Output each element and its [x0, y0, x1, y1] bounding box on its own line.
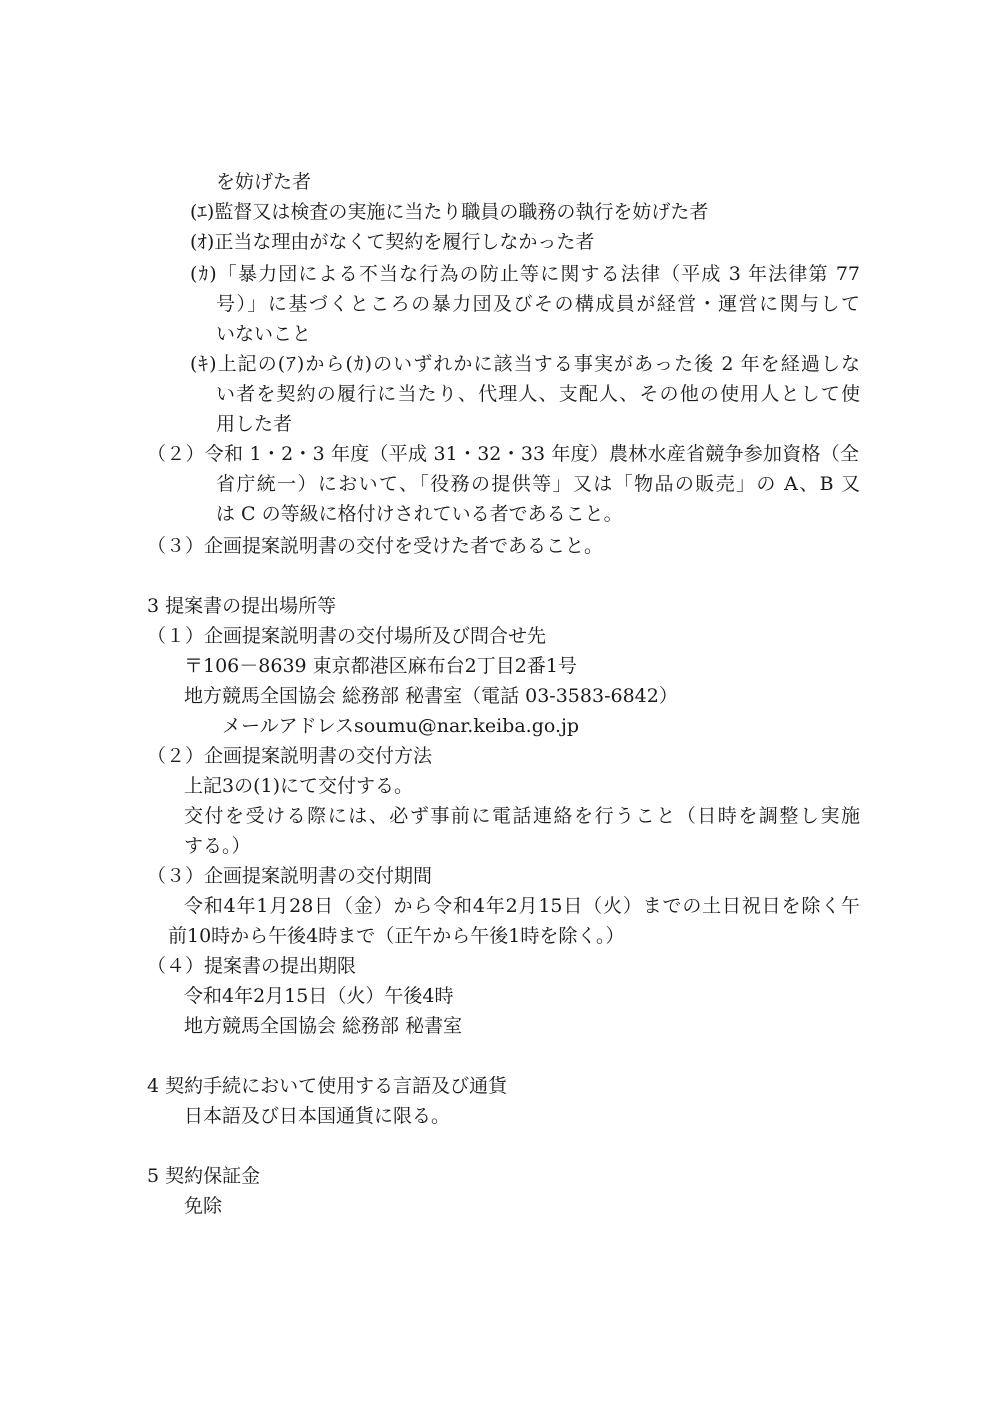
- subsection-heading: （４）提案書の提出期限: [147, 955, 357, 977]
- text-line: 令和4年2月15日（火）午後4時: [184, 985, 454, 1007]
- text-line: （３）企画提案説明書の交付を受けた者であること。: [147, 535, 604, 557]
- subsection-heading: （３）企画提案説明書の交付期間: [147, 865, 433, 887]
- text-line: 交付を受ける際には、必ず事前に電話連絡を行うこと（日時を調整し実施: [184, 805, 860, 827]
- text-line: 令和4年1月28日（金）から令和4年2月15日（火）までの土日祝日を除く午: [184, 895, 860, 917]
- text-line: (ｵ)正当な理由がなくて契約を履行しなかった者: [190, 231, 595, 253]
- text-line: 日本語及び日本国通貨に限る。: [184, 1105, 451, 1127]
- text-line: を妨げた者: [216, 171, 312, 193]
- section-heading: 3 提案書の提出場所等: [147, 595, 337, 617]
- text-line: する。）: [184, 835, 251, 857]
- text-line: 地方競馬全国協会 総務部 秘書室: [184, 1015, 463, 1037]
- text-line: は C の等級に格付けされている者であること。: [216, 503, 623, 525]
- section-heading: 5 契約保証金: [147, 1165, 261, 1187]
- text-line: （２）令和 1・2・3 年度（平成 31・32・33 年度）農林水産省競争参加資格（全: [147, 443, 859, 465]
- address-line: 〒106－8639 東京都港区麻布台2丁目2番1号: [184, 655, 577, 677]
- section-heading: 4 契約手続において使用する言語及び通貨: [147, 1075, 508, 1097]
- subsection-heading: （２）企画提案説明書の交付方法: [147, 745, 433, 767]
- text-line: 免除: [184, 1195, 223, 1217]
- email-line: メールアドレスsoumu@nar.keiba.go.jp: [222, 715, 580, 737]
- text-line: 前10時から午後4時まで（正午から午後1時を除く。）: [168, 925, 625, 947]
- text-line: 号）」に基づくところの暴力団及びその構成員が経営・運営に関与して: [216, 293, 860, 315]
- text-line: (ｶ)「暴力団による不当な行為の防止等に関する法律（平成 3 年法律第 77: [190, 263, 860, 285]
- text-line: 用した者: [216, 413, 293, 435]
- text-line: (ｷ)上記の(ｱ)から(ｶ)のいずれかに該当する事実があった後 2 年を経過しな: [190, 353, 860, 375]
- text-line: 省庁統一）において、「役務の提供等」又は「物品の販売」の A、B 又: [216, 473, 860, 495]
- text-line: 上記3の(1)にて交付する。: [184, 775, 414, 797]
- text-line: いないこと: [216, 323, 312, 345]
- text-line: い者を契約の履行に当たり、代理人、支配人、その他の使用人として使: [216, 383, 860, 405]
- office-line: 地方競馬全国協会 総務部 秘書室（電話 03-3583-6842）: [184, 685, 678, 707]
- subsection-heading: （１）企画提案説明書の交付場所及び問合せ先: [147, 625, 547, 647]
- text-line: (ｴ)監督又は検査の実施に当たり職員の職務の執行を妨げた者: [190, 201, 709, 223]
